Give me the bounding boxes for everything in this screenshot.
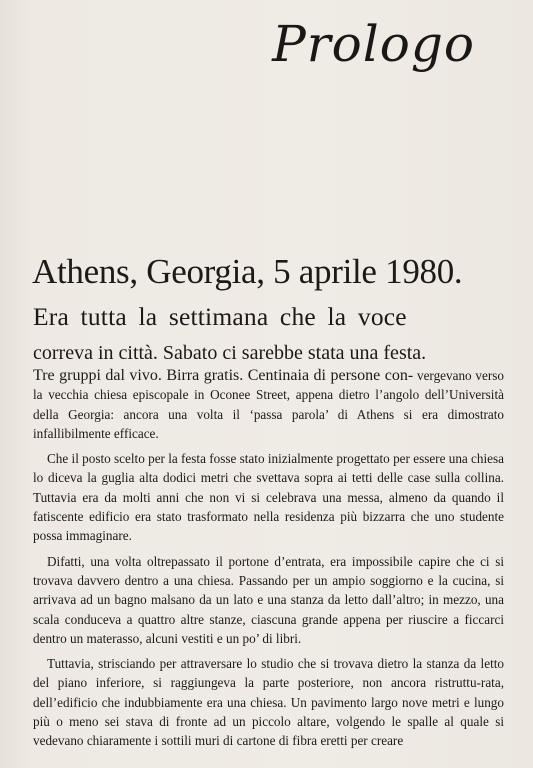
chapter-title: Prologo — [272, 15, 475, 73]
body-text — [33, 366, 504, 757]
opening-lead-line-2: correva in città. Sabato ci sarebbe stata una festa. — [33, 342, 427, 364]
paragraph-4: Tuttavia, strisciando per attraversare lo studio che si trovava dietro la stanza da letto del piano inferiore, si raggiungeva la parte posteriore, non ancora ristruttu-rata, dell’edificio che indubbiamente era una chiesa. Un pavimento largo nove metri e lungo più o meno sei stava di fronte ad un piccolo altare, volgendo le spalle al quale si vedevano chiaramente i sottili muri di cartone di fibra eretti per creare — [33, 656, 504, 749]
opening-lead-line-1: Era tutta la settimana che la voce — [33, 302, 407, 331]
paragraph-1 — [33, 366, 504, 443]
paragraph-1-rest: vergevano verso la vecchia chiesa episcopale in Oconee Street, appena dietro l’angolo dell’Università della Georgia: ancora una volta il ‘passa parola’ di Athens si era dimostrato infallibilmente efficace. — [33, 368, 505, 441]
paragraph-2: Che il posto scelto per la festa fosse stato inizialmente progettato per essere una chiesa lo diceva la guglia alta dodici metri che svettava sopra ai tetti delle case sulla collina. Tuttavia era da molti anni che non vi si celebrava una messa, almeno da quando il fatiscente edificio era stato trasformato nella residenza più bizzarra che uno studente possa immaginare. — [33, 451, 505, 544]
paragraph-1-lead: Tre gruppi dal vivo. Birra gratis. Centinaia di persone con- — [33, 367, 414, 384]
opening-date-heading: Athens, Georgia, 5 aprile 1980. — [32, 252, 463, 291]
paragraph-3: Difatti, una volta oltrepassato il portone d’entrata, era impossibile capire che ci si trovava davvero dentro a una chiesa. Passando per un ampio soggiorno e la cucina, si arrivava ad un bagno malsano da un lato e una stanza da letto dall’altro; in mezzo, una scala conduceva a quattro altre stanze, ciascuna grande appena per riuscire a ficcarci dentro un materasso, alcuni vestiti e un po’ di libri. — [33, 553, 504, 646]
